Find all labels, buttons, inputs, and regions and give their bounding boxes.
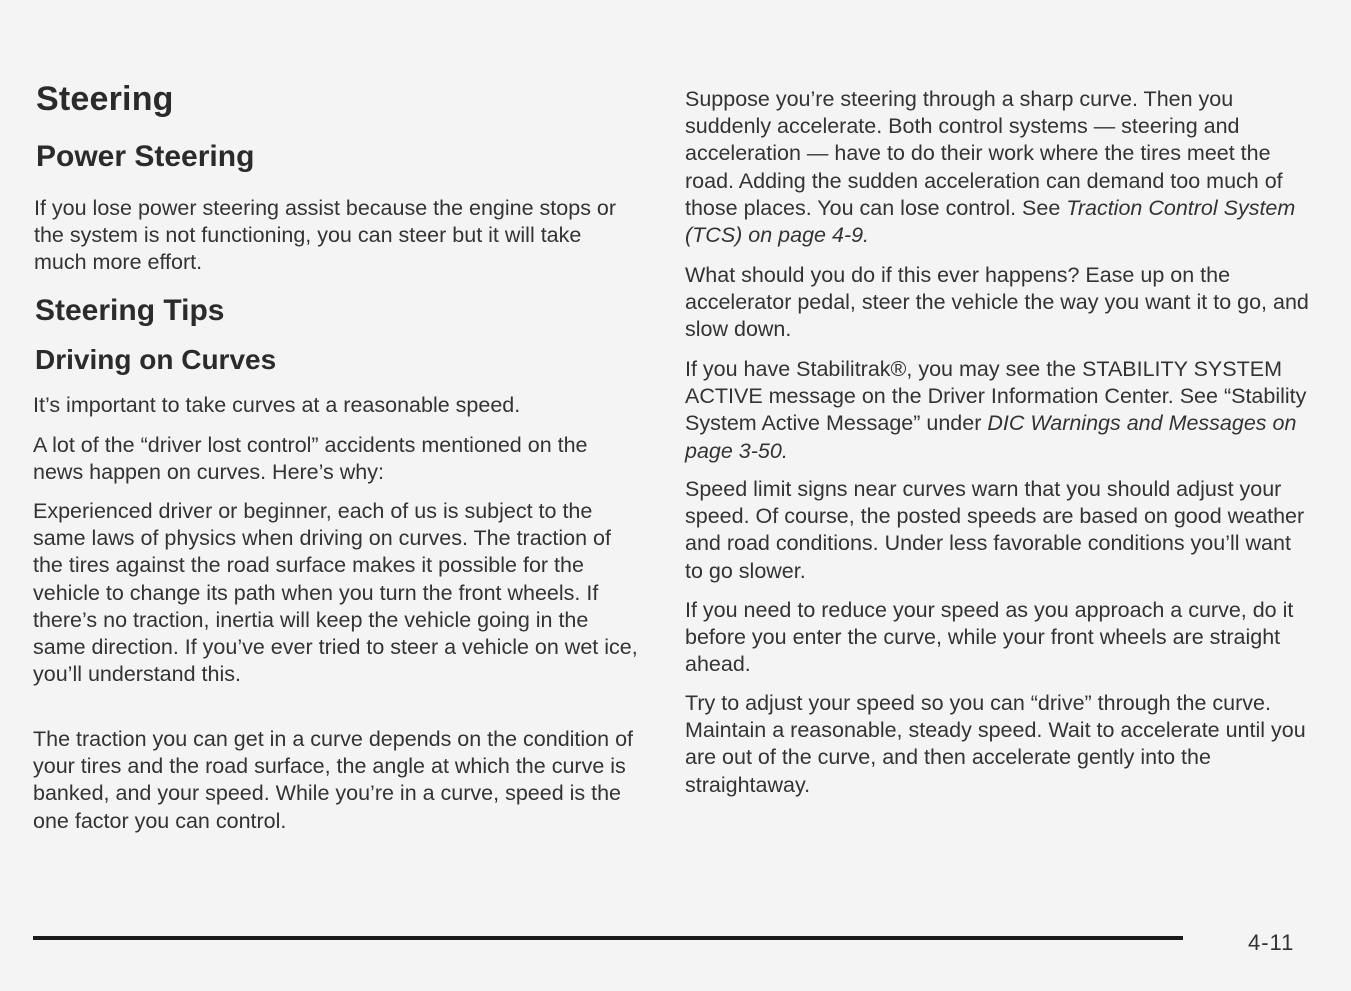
subheading-driving-on-curves: Driving on Curves [35, 344, 277, 375]
xref-dic-warnings[interactable]: DIC Warnings and Messages on page 3-50. [685, 411, 1297, 463]
paragraph-reduce-speed: If you need to reduce your speed as you approach a curve, do it before you enter the curve, while your front wheels are straight ahead. [685, 598, 1294, 677]
page-number: 4-11 [1248, 930, 1295, 955]
section-title-steering: Steering [36, 80, 174, 118]
paragraph-stabilitrak [685, 356, 1310, 465]
paragraph-curves-2: A lot of the “driver lost control” accidents mentioned on the news happen on curves. Here’s why: [33, 433, 588, 485]
paragraph-stabilitrak-text: If you have Stabilitrak®, you may see the STABILITY SYSTEM ACTIVE message on the Driver Information Center. See “Stability System Active Message” under [685, 357, 1307, 436]
paragraph-sharp-curve [685, 86, 1310, 249]
paragraph-curves-1: It’s important to take curves at a reasonable speed. [33, 393, 521, 417]
paragraph-curves-4: The traction you can get in a curve depends on the condition of your tires and the road surface, the angle at which the curve is banked, and your speed. While you’re in a curve, speed is the one factor you can control. [33, 727, 634, 833]
xref-traction-control[interactable]: Traction Control System (TCS) on page 4-9. [685, 195, 1296, 248]
paragraph-sharp-curve-text: Suppose you’re steering through a sharp curve. Then you suddenly accelerate. Both control systems — steering and acceleration — have to do their work where the tires meet the road. Adding the sudden acceleration can demand too much of those places. You can lose control. See [685, 87, 1283, 220]
paragraph-adjust-speed: Try to adjust your speed so you can “drive” through the curve. Maintain a reasonable, steady speed. Wait to accelerate until you are out of the curve, and then accelerate gently into the straightaway. [685, 691, 1306, 797]
heading-steering-tips: Steering Tips [35, 294, 225, 327]
footer-rule [33, 936, 1183, 940]
paragraph-speed-limit: Speed limit signs near curves warn that you should adjust your speed. Of course, the posted speeds are based on good weather and road conditions. Under less favorable conditions you’ll want to go slower. [685, 477, 1305, 583]
paragraph-power-steering: If you lose power steering assist because the engine stops or the system is not functioning, you can steer but it will take much more effort. [34, 196, 617, 275]
paragraph-what-to-do: What should you do if this ever happens? Ease up on the accelerator pedal, steer the vehicle the way you want it to go, and slow down. [685, 263, 1309, 342]
paragraph-curves-3: Experienced driver or beginner, each of us is subject to the same laws of physics when driving on curves. The traction of the tires against the road surface makes it possible for the vehicle to change its path when you turn the front wheels. If there’s no traction, inertia will keep the vehicle going in the same direction. If you’ve ever tried to steer a vehicle on wet ice, you’ll understand this. [33, 499, 638, 687]
heading-power-steering: Power Steering [36, 140, 255, 173]
